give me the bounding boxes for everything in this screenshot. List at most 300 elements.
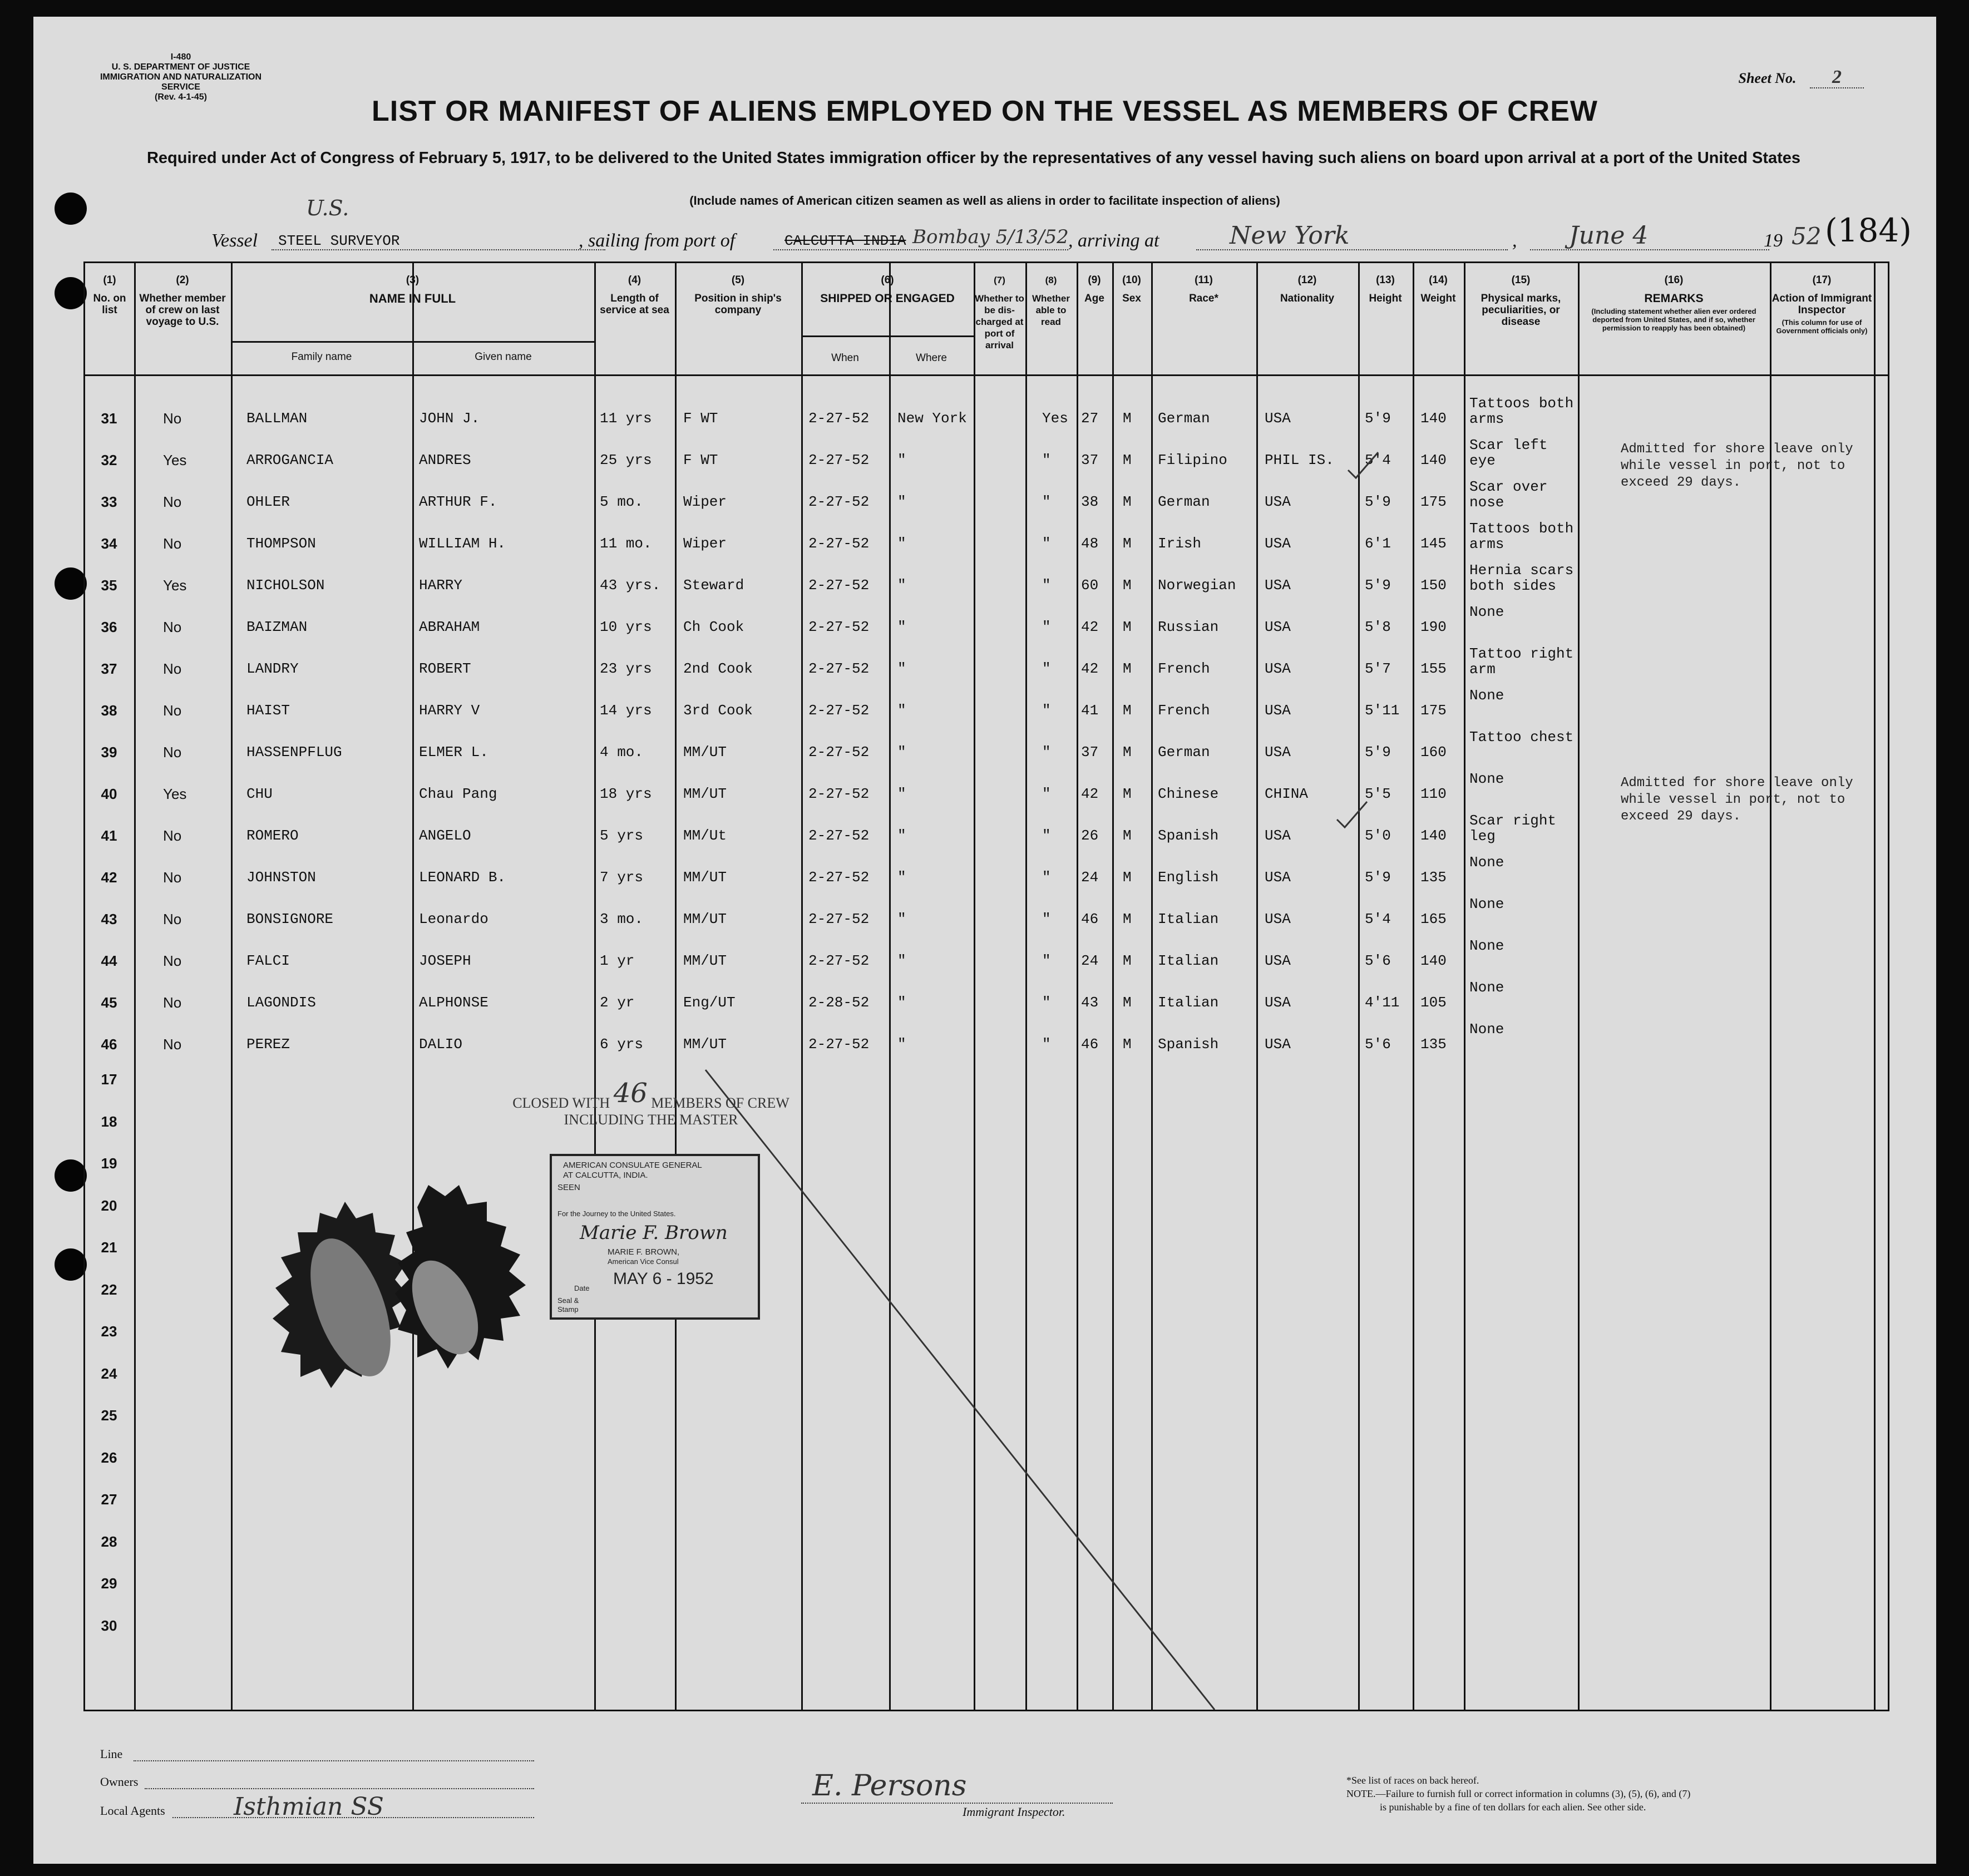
cell-sex: M — [1123, 702, 1132, 719]
cell-position: Eng/UT — [683, 994, 736, 1011]
cell-when: 2-27-52 — [808, 911, 870, 927]
inspector-label: Immigrant Inspector. — [963, 1805, 1065, 1819]
cell-where: " — [897, 702, 906, 719]
cell-read: " — [1042, 577, 1051, 594]
closing-text: CLOSED WITH — [512, 1095, 610, 1111]
cell-when: 2-27-52 — [808, 535, 870, 552]
arrival-date: June 4 — [1569, 221, 1649, 250]
cell-voyage: No — [163, 660, 182, 677]
cell-service: 11 mo. — [600, 535, 652, 552]
cell-weight: 175 — [1420, 702, 1447, 719]
remark-shore-leave: Admitted for shore leave only while vessel in port, not to exceed 29 days. — [1621, 776, 1853, 824]
cell-where: " — [897, 786, 906, 802]
cell-age: 37 — [1081, 452, 1099, 468]
cell-voyage: No — [163, 827, 182, 844]
cell-height: 5'7 — [1365, 660, 1391, 677]
cell-position: MM/Ut — [683, 827, 727, 844]
row-number: 44 — [101, 952, 117, 969]
cell-weight: 190 — [1420, 619, 1447, 635]
header-last-voyage: Whether member of crew on last voyage to U.S. — [139, 293, 226, 328]
cell-service: 3 mo. — [600, 911, 644, 927]
cell-weight: 140 — [1420, 452, 1447, 468]
arriving-port: New York — [1230, 221, 1350, 250]
header-family-name: Family name — [291, 351, 352, 363]
cell-voyage: No — [163, 952, 182, 969]
cell-family: CHU — [246, 786, 273, 802]
cell-marks: None — [1469, 896, 1504, 912]
empty-row-number: 21 — [101, 1239, 117, 1256]
vessel-name: STEEL SURVEYOR — [278, 233, 400, 249]
cell-given: ABRAHAM — [419, 619, 480, 635]
header-where: Where — [916, 352, 947, 364]
cell-height: 5'9 — [1365, 577, 1391, 594]
check-mark — [1348, 452, 1378, 478]
cell-service: 18 yrs — [600, 786, 652, 802]
cell-age: 24 — [1081, 952, 1099, 969]
cell-family: HAIST — [246, 702, 290, 719]
year-suffix: 52 — [1792, 223, 1822, 250]
cell-voyage: No — [163, 994, 182, 1011]
punch-hole — [55, 277, 87, 309]
document-instruction: (Include names of American citizen seamen as well as aliens in order to facilitate inspection of aliens) — [689, 194, 1280, 208]
remark-shore-leave: Admitted for shore leave only while vessel in port, not to exceed 29 days. — [1621, 442, 1853, 490]
cell-age: 46 — [1081, 1036, 1099, 1053]
cell-service: 25 yrs — [600, 452, 652, 468]
cell-when: 2-27-52 — [808, 786, 870, 802]
line-label: Line — [100, 1747, 123, 1761]
check-mark — [1337, 802, 1367, 827]
header-physical-marks: Physical marks, peculiarities, or disease — [1481, 293, 1561, 328]
header-able-to-read: Whether able to read — [1032, 293, 1070, 327]
cell-when: 2-27-52 — [808, 619, 870, 635]
punch-hole — [55, 1159, 87, 1192]
cell-marks: Scar right leg — [1469, 812, 1557, 845]
cell-position: Wiper — [683, 493, 727, 510]
cell-race: Italian — [1158, 911, 1219, 927]
header-weight: Weight — [1420, 293, 1456, 304]
agents-value: Isthmian SS — [234, 1793, 384, 1821]
year-prefix: 19 — [1764, 230, 1783, 251]
cell-when: 2-27-52 — [808, 577, 870, 594]
cell-age: 42 — [1081, 786, 1099, 802]
header-name-in-full: NAME IN FULL — [369, 292, 456, 305]
document-title: LIST OR MANIFEST OF ALIENS EMPLOYED ON THE VESSEL AS MEMBERS OF CREW — [372, 95, 1598, 127]
closing-text: INCLUDING THE MASTER — [564, 1112, 738, 1128]
cell-read: " — [1042, 535, 1051, 552]
cell-marks: None — [1469, 854, 1504, 871]
cell-position: Steward — [683, 577, 744, 594]
cell-given: HARRY — [419, 577, 463, 594]
row-number: 33 — [101, 493, 117, 510]
cell-voyage: No — [163, 619, 182, 635]
consulate-stamp: AMERICAN CONSULATE GENERAL AT CALCUTTA, INDIA. SEEN For the Journey to the United States. Marie F. Brown MARIE F. BROWN, American Vice Consul Date MAY 6 - 1952 Seal & Stamp — [550, 1154, 760, 1320]
page-number: (184) — [1825, 211, 1912, 249]
empty-row-number: 23 — [101, 1323, 117, 1340]
cell-weight: 145 — [1420, 535, 1447, 552]
sailing-port: CALCUTTA INDIA — [784, 233, 906, 249]
cell-voyage: No — [163, 911, 182, 927]
empty-row-number: 25 — [101, 1407, 117, 1424]
owners-label: Owners — [100, 1775, 139, 1789]
row-number: 34 — [101, 535, 117, 552]
cell-race: Spanish — [1158, 1036, 1219, 1053]
cell-nat: USA — [1265, 994, 1291, 1011]
cell-marks: None — [1469, 979, 1504, 996]
cell-age: 42 — [1081, 619, 1099, 635]
cell-read: " — [1042, 1036, 1051, 1053]
cell-race: Filipino — [1158, 452, 1227, 468]
header-discharged: Whether to be dis-charged at port of arrival — [975, 293, 1024, 350]
cell-weight: 140 — [1420, 827, 1447, 844]
cell-sex: M — [1123, 994, 1132, 1011]
cell-sex: M — [1123, 577, 1132, 594]
cell-sex: M — [1123, 410, 1132, 427]
cell-voyage: No — [163, 493, 182, 510]
punch-hole — [55, 1248, 87, 1281]
cell-service: 2 yr — [600, 994, 635, 1011]
cell-nat: USA — [1265, 577, 1291, 594]
row-number: 35 — [101, 577, 117, 594]
cell-nat: USA — [1265, 744, 1291, 761]
header-inspector-action: Action of Immigrant Inspector — [1771, 293, 1872, 316]
cell-race: German — [1158, 493, 1210, 510]
cell-weight: 135 — [1420, 869, 1447, 886]
stamp-date: MAY 6 - 1952 — [613, 1270, 714, 1288]
cell-marks: None — [1469, 1021, 1504, 1038]
cell-position: MM/UT — [683, 1036, 727, 1053]
cell-voyage: No — [163, 869, 182, 886]
cell-height: 5'4 — [1365, 452, 1391, 468]
cell-when: 2-27-52 — [808, 869, 870, 886]
penalty-note: is punishable by a fine of ten dollars for each alien. See other side. — [1380, 1801, 1646, 1813]
header-sex: Sex — [1122, 293, 1141, 304]
cell-weight: 175 — [1420, 493, 1447, 510]
cell-read: " — [1042, 786, 1051, 802]
cell-service: 6 yrs — [600, 1036, 644, 1053]
cell-given: DALIO — [419, 1036, 463, 1053]
cell-marks: Tattoo right arm — [1469, 645, 1574, 678]
cell-height: 4'11 — [1365, 994, 1400, 1011]
cell-given: ARTHUR F. — [419, 493, 497, 510]
cell-sex: M — [1123, 660, 1132, 677]
agents-label: Local Agents — [100, 1804, 165, 1818]
cell-where: " — [897, 660, 906, 677]
cell-weight: 135 — [1420, 1036, 1447, 1053]
cell-sex: M — [1123, 1036, 1132, 1053]
cell-read: " — [1042, 452, 1051, 468]
sheet-value: 2 — [1810, 67, 1864, 88]
cell-height: 6'1 — [1365, 535, 1391, 552]
cell-position: MM/UT — [683, 744, 727, 761]
cell-voyage: No — [163, 702, 182, 719]
header-remarks-note: (Including statement whether alien ever ordered deported from United States, and if so, whether permission to reapply has been obtained) — [1591, 307, 1756, 332]
cell-nat: USA — [1265, 410, 1291, 427]
cell-service: 7 yrs — [600, 869, 644, 886]
cell-family: BAIZMAN — [246, 619, 308, 635]
cell-family: ROMERO — [246, 827, 299, 844]
cell-sex: M — [1123, 869, 1132, 886]
cell-when: 2-27-52 — [808, 744, 870, 761]
header-when: When — [831, 352, 859, 364]
header-shipped-engaged: SHIPPED OR ENGAGED — [820, 292, 955, 305]
cell-position: F WT — [683, 410, 718, 427]
cell-where: " — [897, 452, 906, 468]
cell-height: 5'5 — [1365, 786, 1391, 802]
header-position: Position in ship's company — [694, 293, 782, 316]
cell-sex: M — [1123, 827, 1132, 844]
cell-race: French — [1158, 702, 1210, 719]
cell-sex: M — [1123, 952, 1132, 969]
document-subtitle: Required under Act of Congress of February 5, 1917, to be delivered to the United States immigration officer by the representatives of any vessel having such aliens on board upon arrival at a port of the United States — [146, 149, 1801, 167]
empty-row-number: 24 — [101, 1365, 117, 1382]
cell-service: 43 yrs. — [600, 577, 661, 594]
cell-family: HASSENPFLUG — [246, 744, 342, 761]
cell-when: 2-27-52 — [808, 493, 870, 510]
empty-row-number: 26 — [101, 1449, 117, 1466]
row-number: 38 — [101, 702, 117, 719]
cell-family: LANDRY — [246, 660, 299, 677]
cell-position: MM/UT — [683, 786, 727, 802]
cell-height: 5'6 — [1365, 952, 1391, 969]
cell-age: 46 — [1081, 911, 1099, 927]
cell-age: 26 — [1081, 827, 1099, 844]
cell-family: BONSIGNORE — [246, 911, 334, 927]
header-inspector-note: (This column for use of Government officials only) — [1776, 318, 1868, 335]
cell-given: LEONARD B. — [419, 869, 506, 886]
row-number: 43 — [101, 911, 117, 927]
cell-voyage: No — [163, 744, 182, 761]
cell-age: 48 — [1081, 535, 1099, 552]
cell-race: German — [1158, 410, 1210, 427]
department-name: U. S. DEPARTMENT OF JUSTICE — [111, 62, 250, 72]
cell-voyage: No — [163, 535, 182, 552]
cell-where: " — [897, 744, 906, 761]
races-note: *See list of races on back hereof. — [1346, 1775, 1479, 1786]
cell-marks: Tattoos both arms — [1469, 395, 1574, 427]
cancel-stroke — [705, 1070, 1215, 1710]
cell-age: 42 — [1081, 660, 1099, 677]
cell-height: 5'6 — [1365, 1036, 1391, 1053]
cell-race: Chinese — [1158, 786, 1219, 802]
row-number: 32 — [101, 452, 117, 468]
cell-service: 5 mo. — [600, 493, 644, 510]
cell-nat: USA — [1265, 827, 1291, 844]
consul-signature: Marie F. Brown — [580, 1222, 728, 1244]
cell-sex: M — [1123, 493, 1132, 510]
arriving-label: , arriving at — [1068, 230, 1159, 251]
cell-where: " — [897, 869, 906, 886]
cell-position: MM/UT — [683, 869, 727, 886]
inspector-signature: E. Persons — [812, 1769, 967, 1803]
cell-weight: 140 — [1420, 952, 1447, 969]
cell-sex: M — [1123, 744, 1132, 761]
cell-given: ROBERT — [419, 660, 471, 677]
cell-service: 11 yrs — [600, 410, 652, 427]
crew-table: (1) No. on list (2) Whether member of crew on last voyage to U.S. (3) NAME IN FULL Family name Given name (4) Length of service at sea (5) Position in ship's company (6) SHIPPED OR ENGAGED When Where (7) Whether to be dis-charged at port of arrival (8) Whether able to read (9) Age (10) Sex (11) Race* (12) Nationality (13) Height (14) Weight (15) Physical marks, peculiarities, or disease (16) REMARKS (Including statement whether alien ever ordered deported from United States, and if so, whether permission to reapply has been obtained) (17) Action of Immigrant Inspector (This column for use of Government officials only) 31 No BALLMAN JOHN J. 11 yrs F WT 2-27-52 New York Yes 27 M German USA 5'9 140 Tattoos both arms 32 Yes ARROGANCIA ANDRES 25 yrs F WT 2-27-52 " " 37 M Filipino PHIL IS. 5'4 140 Scar left eye 33 No OHLER ARTHUR F. 5 mo. Wiper 2-27-52 " " 38 M German USA 5'9 175 Scar over nose 34 No THOMPSON WILLIAM H. 11 mo. Wiper 2-27-52 " " 48 M Irish USA 6'1 145 Tattoos both arms 35 Yes NICHOLSON HARRY 43 yrs. Steward 2-27-52 " " 60 M Norwegian USA 5'9 150 Hernia scars both sides 36 No BAIZMAN ABRAHAM 10 yrs Ch Cook 2-27-52 " " 42 M Russian USA 5'8 190 None 37 No LANDRY ROBERT 23 yrs 2nd Cook 2-27-52 " " 42 M French USA 5'7 155 Tattoo right arm 38 No HAIST HARRY V 14 yrs 3rd Cook 2-27-52 " " 41 M French USA 5'11 175 None 39 No HASSENPFLUG ELMER L. 4 mo. MM/UT 2-27-52 " " 37 M German USA 5'9 160 Tattoo chest 40 Yes CHU Chau Pang 18 yrs MM/UT 2-27-52 " " 42 M Chinese CHINA 5'5 110 None 41 No ROMERO ANGELO 5 yrs MM/Ut 2-27-52 " " 26 M Spanish USA 5'0 140 Scar right leg 42 No JOHNSTON LEONARD B. 7 yrs MM/UT 2-27-52 " " 24 M English USA 5'9 135 None 43 No BONSIGNORE Leonardo 3 mo. MM/UT 2-27-52 " " 46 M Italian USA 5'4 165 None 44 No FALCI JOSEPH 1 yr MM/UT 2-27-52 " " 24 M Italian USA 5'6 140 None 45 No LAGONDIS ALPHONSE 2 yr Eng/UT 2-28-52 " " 43 M Italian USA 4'11 105 None 46 No PEREZ DALIO 6 yrs MM/UT 2-27-52 " " 46 M Spanish USA 5'6 135 None 17 18 19 20 21 22 23 24 25 26 27 28 29 30 Admitted for shore leave only while vessel in port, not to exceed 29 days. Admitted for shore leave only while vessel in port, not to exceed 29 days. — [83, 261, 1889, 1711]
vessel-line: Vessel U.S. STEEL SURVEYOR , sailing from port of CALCUTTA INDIA Bombay 5/13/52 , arriving at New York , June 4 19 52 (184) — [211, 196, 1912, 251]
cell-height: 5'9 — [1365, 493, 1391, 510]
cell-weight: 110 — [1420, 786, 1447, 802]
closing-statement — [456, 1078, 846, 1128]
cell-service: 14 yrs — [600, 702, 652, 719]
cell-nat: USA — [1265, 869, 1291, 886]
cell-nat: USA — [1265, 911, 1291, 927]
cell-height: 5'9 — [1365, 869, 1391, 886]
cell-voyage: Yes — [163, 577, 187, 594]
row-number: 39 — [101, 744, 117, 761]
cell-read: " — [1042, 952, 1051, 969]
cell-service: 1 yr — [600, 952, 635, 969]
cell-given: HARRY V — [419, 702, 480, 719]
empty-row-number: 18 — [101, 1113, 117, 1130]
cell-when: 2-27-52 — [808, 410, 870, 427]
header-remarks: REMARKS — [1644, 292, 1704, 305]
sailing-label: , sailing from port of — [579, 230, 736, 251]
empty-row-number: 29 — [101, 1575, 117, 1592]
sheet-number — [1739, 67, 1864, 88]
cell-weight: 160 — [1420, 744, 1447, 761]
cell-when: 2-27-52 — [808, 827, 870, 844]
revision-date: (Rev. 4-1-45) — [155, 92, 207, 102]
cell-age: 41 — [1081, 702, 1099, 719]
cell-sex: M — [1123, 452, 1132, 468]
cell-where: " — [897, 577, 906, 594]
cell-given: ANGELO — [419, 827, 471, 844]
cell-nat: USA — [1265, 702, 1291, 719]
row-number: 31 — [101, 410, 117, 427]
cell-sex: M — [1123, 535, 1132, 552]
cell-where: " — [897, 493, 906, 510]
cell-family: JOHNSTON — [246, 869, 316, 886]
cell-nat: CHINA — [1265, 786, 1309, 802]
cell-read: " — [1042, 702, 1051, 719]
manifest-page — [33, 17, 1936, 1864]
embossed-seal-right — [395, 1179, 540, 1380]
header-length-of-service: Length of service at sea — [600, 293, 669, 316]
cell-family: NICHOLSON — [246, 577, 325, 594]
row-number: 45 — [101, 994, 117, 1011]
cell-position: 3rd Cook — [683, 702, 753, 719]
cell-weight: 150 — [1420, 577, 1447, 594]
cell-family: BALLMAN — [246, 410, 308, 427]
cell-nat: USA — [1265, 952, 1291, 969]
row-number: 42 — [101, 869, 117, 886]
cell-when: 2-27-52 — [808, 660, 870, 677]
cell-given: Chau Pang — [419, 786, 497, 802]
cell-height: 5'11 — [1365, 702, 1400, 719]
cell-position: Ch Cook — [683, 619, 744, 635]
cell-when: 2-28-52 — [808, 994, 870, 1011]
cell-where: " — [897, 952, 906, 969]
crew-count: 46 — [613, 1078, 648, 1109]
header-race: Race* — [1189, 293, 1218, 304]
cell-when: 2-27-52 — [808, 1036, 870, 1053]
cell-when: 2-27-52 — [808, 952, 870, 969]
cell-marks: Scar over nose — [1469, 478, 1548, 511]
cell-read: " — [1042, 619, 1051, 635]
cell-service: 23 yrs — [600, 660, 652, 677]
row-number: 46 — [101, 1036, 117, 1053]
vessel-note: U.S. — [306, 196, 349, 220]
header-list-number: No. on list — [93, 293, 126, 316]
cell-service: 4 mo. — [600, 744, 644, 761]
cell-nat: USA — [1265, 493, 1291, 510]
cell-family: ARROGANCIA — [246, 452, 334, 468]
cell-read: Yes — [1042, 410, 1068, 427]
cell-nat: USA — [1265, 1036, 1291, 1053]
row-number: 37 — [101, 660, 117, 677]
cell-marks: Tattoos both arms — [1469, 520, 1574, 552]
cell-height: 5'4 — [1365, 911, 1391, 927]
cell-nat: PHIL IS. — [1265, 452, 1334, 468]
header-given-name: Given name — [475, 351, 532, 363]
empty-row-number: 17 — [101, 1071, 117, 1088]
empty-row-number: 22 — [101, 1281, 117, 1298]
cell-race: Italian — [1158, 994, 1219, 1011]
cell-marks: Scar left eye — [1469, 437, 1548, 469]
cell-given: JOSEPH — [419, 952, 471, 969]
empty-row-number: 27 — [101, 1491, 117, 1508]
empty-row-number: 19 — [101, 1155, 117, 1172]
cell-read: " — [1042, 869, 1051, 886]
cell-marks: None — [1469, 937, 1504, 954]
row-number: 41 — [101, 827, 117, 844]
service-name: IMMIGRATION AND NATURALIZATION SERVICE — [100, 72, 262, 92]
cell-position: 2nd Cook — [683, 660, 753, 677]
cell-voyage: No — [163, 1036, 182, 1053]
cell-race: French — [1158, 660, 1210, 677]
cell-voyage: Yes — [163, 452, 187, 468]
cell-where: " — [897, 911, 906, 927]
cell-position: Wiper — [683, 535, 727, 552]
row-number: 36 — [101, 619, 117, 635]
closing-text: MEMBERS OF CREW — [651, 1095, 789, 1111]
cell-age: 24 — [1081, 869, 1099, 886]
cell-voyage: No — [163, 410, 182, 427]
cell-where: " — [897, 619, 906, 635]
cell-read: " — [1042, 994, 1051, 1011]
cell-weight: 155 — [1420, 660, 1447, 677]
cell-sex: M — [1123, 911, 1132, 927]
cell-weight: 105 — [1420, 994, 1447, 1011]
cell-height: 5'9 — [1365, 410, 1391, 427]
cell-family: OHLER — [246, 493, 290, 510]
cell-age: 37 — [1081, 744, 1099, 761]
empty-row-number: 28 — [101, 1533, 117, 1550]
cell-age: 38 — [1081, 493, 1099, 510]
cell-nat: USA — [1265, 619, 1291, 635]
cell-given: JOHN J. — [419, 410, 480, 427]
cell-marks: None — [1469, 687, 1504, 704]
cell-marks: None — [1469, 771, 1504, 787]
cell-marks: Tattoo chest — [1469, 729, 1574, 746]
cell-sex: M — [1123, 786, 1132, 802]
cell-race: Irish — [1158, 535, 1202, 552]
cell-read: " — [1042, 660, 1051, 677]
cell-family: FALCI — [246, 952, 290, 969]
punch-hole — [55, 567, 87, 600]
cell-read: " — [1042, 744, 1051, 761]
cell-marks: Hernia scars both sides — [1469, 562, 1574, 594]
header-nationality: Nationality — [1280, 293, 1335, 304]
cell-given: ELMER L. — [419, 744, 488, 761]
cell-position: F WT — [683, 452, 718, 468]
cell-where: " — [897, 535, 906, 552]
vessel-label: Vessel — [211, 230, 258, 251]
cell-service: 10 yrs — [600, 619, 652, 635]
cell-race: Spanish — [1158, 827, 1219, 844]
cell-read: " — [1042, 493, 1051, 510]
